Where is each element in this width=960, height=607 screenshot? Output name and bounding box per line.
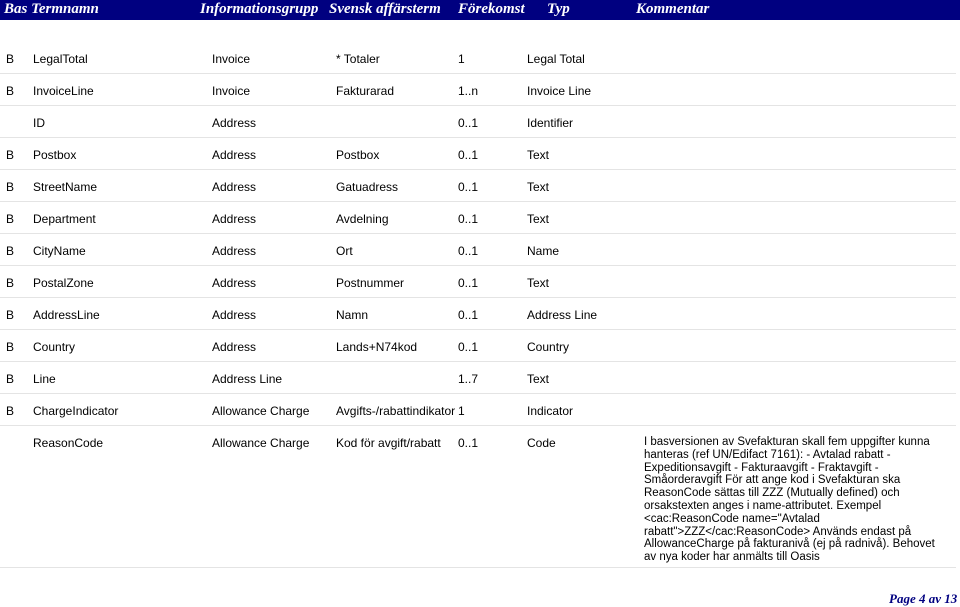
occurrence-cell: 0..1 xyxy=(458,340,479,354)
table-row xyxy=(0,266,956,298)
swedish-term-cell: Lands+N74kod xyxy=(336,340,418,354)
header-bas-termnamn: Bas Termnamn xyxy=(4,1,99,17)
flag-cell: B xyxy=(6,180,15,194)
type-cell: Invoice Line xyxy=(527,84,592,98)
swedish-term-cell: Avdelning xyxy=(336,212,389,226)
group-cell: Address xyxy=(212,148,257,162)
occurrence-cell: 1..7 xyxy=(458,372,479,386)
table-row xyxy=(0,202,956,234)
swedish-term-cell: Postnummer xyxy=(336,276,405,290)
swedish-term-cell: Postbox xyxy=(336,148,380,162)
term-cell: InvoiceLine xyxy=(33,84,94,98)
occurrence-cell: 0..1 xyxy=(458,148,479,162)
term-table xyxy=(0,42,956,568)
swedish-term-cell: Namn xyxy=(336,308,369,322)
table-row xyxy=(0,170,956,202)
table-row xyxy=(0,362,956,394)
occurrence-cell: 0..1 xyxy=(458,436,479,450)
type-cell: Text xyxy=(527,276,550,290)
table-row xyxy=(0,426,956,568)
header-typ: Typ xyxy=(547,1,570,17)
occurrence-cell: 1 xyxy=(458,404,465,418)
table-row xyxy=(0,298,956,330)
swedish-term-cell: Kod för avgift/rabatt xyxy=(336,436,441,450)
table-row xyxy=(0,394,956,426)
header-svensk-affarsterm: Svensk affärsterm xyxy=(329,1,441,17)
type-cell: Code xyxy=(527,436,556,450)
swedish-term-cell: Gatuadress xyxy=(336,180,399,194)
group-cell: Address Line xyxy=(212,372,283,386)
flag-cell: B xyxy=(6,212,15,226)
group-cell: Address xyxy=(212,180,257,194)
group-cell: Address xyxy=(212,340,257,354)
term-cell: StreetName xyxy=(33,180,98,194)
swedish-term-cell: Fakturarad xyxy=(336,84,395,98)
term-cell: ID xyxy=(33,116,45,130)
flag-cell: B xyxy=(6,340,15,354)
term-cell: LegalTotal xyxy=(33,52,88,66)
term-cell: AddressLine xyxy=(33,308,100,322)
term-cell: Country xyxy=(33,340,76,354)
occurrence-cell: 0..1 xyxy=(458,212,479,226)
flag-cell: B xyxy=(6,84,15,98)
group-cell: Address xyxy=(212,116,257,130)
type-cell: Text xyxy=(527,212,550,226)
occurrence-cell: 1..n xyxy=(458,84,479,98)
term-cell: ReasonCode xyxy=(33,436,104,450)
table-row xyxy=(0,74,956,106)
page-number: Page 4 av 13 xyxy=(889,591,958,606)
type-cell: Legal Total xyxy=(527,52,585,66)
group-cell: Allowance Charge xyxy=(212,436,310,450)
occurrence-cell: 0..1 xyxy=(458,180,479,194)
term-cell: Postbox xyxy=(33,148,77,162)
table-row xyxy=(0,138,956,170)
type-cell: Text xyxy=(527,180,550,194)
occurrence-cell: 0..1 xyxy=(458,116,479,130)
table-row xyxy=(0,42,956,74)
type-cell: Name xyxy=(527,244,560,258)
flag-cell: B xyxy=(6,372,15,386)
header-forekomst: Förekomst xyxy=(458,1,525,17)
type-cell: Indicator xyxy=(527,404,574,418)
term-cell: PostalZone xyxy=(33,276,94,290)
table-row xyxy=(0,106,956,138)
occurrence-cell: 1 xyxy=(458,52,465,66)
group-cell: Address xyxy=(212,276,257,290)
group-cell: Invoice xyxy=(212,52,251,66)
swedish-term-cell: Ort xyxy=(336,244,353,258)
flag-cell: B xyxy=(6,404,15,418)
flag-cell: B xyxy=(6,308,15,322)
header-informationsgrupp: Informationsgrupp xyxy=(200,1,319,17)
type-cell: Identifier xyxy=(527,116,574,130)
type-cell: Text xyxy=(527,148,550,162)
flag-cell: B xyxy=(6,276,15,290)
flag-cell: B xyxy=(6,244,15,258)
term-cell: Department xyxy=(33,212,96,226)
column-header-bar xyxy=(0,0,960,20)
occurrence-cell: 0..1 xyxy=(458,276,479,290)
flag-cell: B xyxy=(6,148,15,162)
group-cell: Invoice xyxy=(212,84,251,98)
occurrence-cell: 0..1 xyxy=(458,308,479,322)
group-cell: Address xyxy=(212,212,257,226)
swedish-term-cell: * Totaler xyxy=(336,52,380,66)
type-cell: Text xyxy=(527,372,550,386)
type-cell: Address Line xyxy=(527,308,598,322)
group-cell: Address xyxy=(212,308,257,322)
swedish-term-cell: Avgifts-/rabattindikator xyxy=(336,404,456,418)
group-cell: Address xyxy=(212,244,257,258)
type-cell: Country xyxy=(527,340,570,354)
occurrence-cell: 0..1 xyxy=(458,244,479,258)
header-kommentar: Kommentar xyxy=(636,1,710,17)
term-cell: CityName xyxy=(33,244,86,258)
term-cell: Line xyxy=(33,372,56,386)
table-row xyxy=(0,330,956,362)
comment-cell: I basversionen av Svefakturan skall fem uppgifter kunna hanteras (ref UN/Edifact 7161): - Avtalad rabatt - Expeditionsavgift - Fakturaavgift - Fraktavgift - Småorderavgift För att ange kod i Svefakturan ska ReasonCode sättas till ZZZ (Mutually defined) och orsakstexten anges i name-attributet. Exempel <cac:ReasonCode name="Avtalad rabatt">ZZZ</cac:ReasonCode> Används endast på AllowanceCharge på fakturanivå (ej på radnivå). Behovet av nya koder har anmälts till Oasis xyxy=(644,436,935,564)
group-cell: Allowance Charge xyxy=(212,404,310,418)
table-row xyxy=(0,234,956,266)
flag-cell: B xyxy=(6,52,15,66)
term-cell: ChargeIndicator xyxy=(33,404,119,418)
